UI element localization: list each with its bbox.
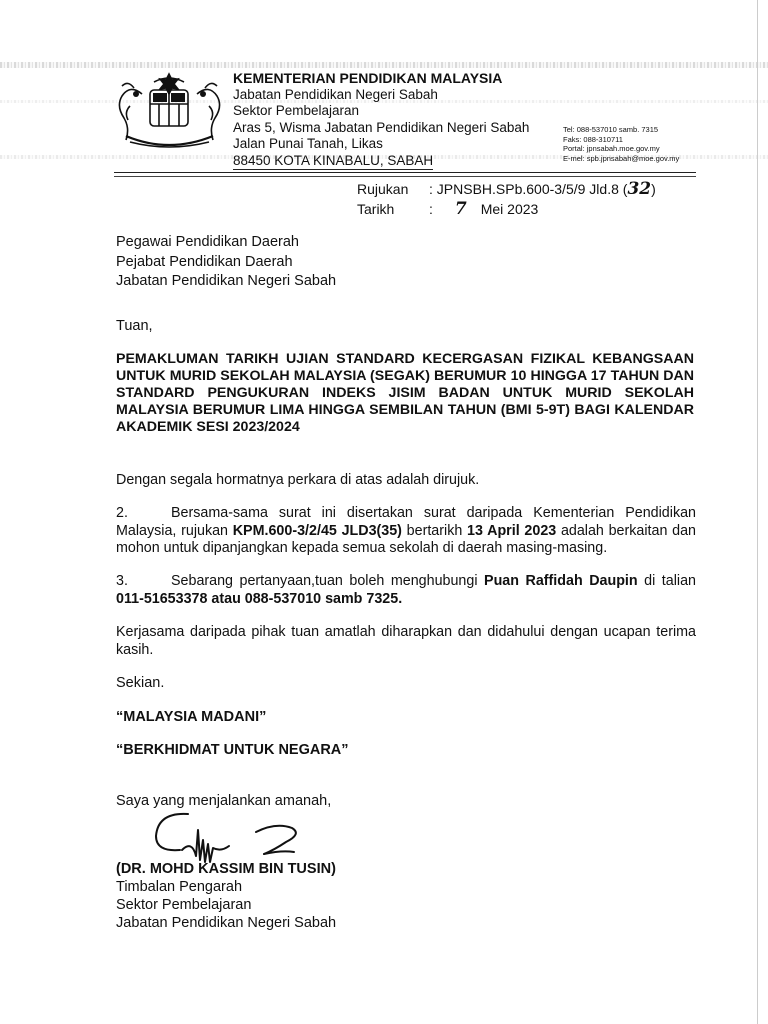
contact-portal: Portal: jpnsabah.moe.gov.my — [563, 144, 660, 153]
salutation: Tuan, — [116, 318, 153, 334]
motto-berkhidmat: “BERKHIDMAT UNTUK NEGARA” — [116, 742, 349, 758]
signer-block — [116, 860, 336, 932]
signer-department: Jabatan Pendidikan Negeri Sabah — [116, 915, 337, 931]
paragraph-3-text: Sebarang pertanyaan,tuan boleh menghubungi — [171, 573, 485, 589]
letterhead — [233, 70, 529, 170]
signer-sector: Sektor Pembelajaran — [116, 897, 252, 913]
paragraph-1: Dengan segala hormatnya perkara di atas adalah dirujuk. — [116, 472, 480, 488]
department-name: Jabatan Pendidikan Negeri Sabah — [233, 86, 438, 102]
sector-name: Sektor Pembelajaran — [233, 103, 360, 118]
ref-handwritten-number: 32 — [627, 179, 652, 199]
trust-line: Saya yang menjalankan amanah, — [116, 793, 332, 809]
contact-email: E-mel: spb.jpnsabah@moe.gov.my — [563, 153, 680, 163]
date-handwritten-day: 7 — [454, 199, 467, 219]
ref-value: : JPNSBH.SPb.600-3/5/9 Jld.8 ( — [429, 181, 628, 197]
scan-edge-line — [757, 0, 758, 1024]
signer-name: (DR. MOHD KASSIM BIN TUSIN) — [116, 861, 336, 877]
paragraph-3 — [116, 573, 696, 608]
address-line-3: 88450 KOTA KINABALU, SABAH — [233, 153, 433, 171]
letter-date: 13 April 2023 — [467, 522, 557, 539]
letter-reference: KPM.600-3/2/45 JLD3(35) — [232, 522, 402, 539]
paragraph-3-number: 3. — [116, 573, 128, 589]
addressee-line-3: Jabatan Pendidikan Negeri Sabah — [116, 273, 337, 289]
contact-block — [563, 125, 679, 163]
paragraph-2 — [116, 505, 696, 558]
contact-phone-numbers: 011-51653378 atau 088-537010 samb 7325. — [116, 590, 403, 607]
closing-word: Sekian. — [116, 675, 165, 691]
ministry-name: KEMENTERIAN PENDIDIKAN MALAYSIA — [233, 70, 503, 86]
addressee-block — [116, 233, 336, 292]
reference-block — [357, 179, 656, 219]
date-label: Tarikh — [357, 201, 395, 217]
scan-artifact-top — [0, 62, 768, 68]
addressee-line-1: Pegawai Pendidikan Daerah — [116, 234, 299, 250]
paragraph-2-text: bertarikh — [401, 522, 468, 539]
addressee-line-2: Pejabat Pendidikan Daerah — [116, 253, 293, 270]
paragraph-2-text: adalah berkaitan dan mohon untuk dipanjangkan kepada semua sekolah di daerah masing-masing. — [116, 522, 696, 556]
contact-person-name: Puan Raffidah Daupin — [484, 573, 638, 589]
date-colon: : — [429, 201, 433, 217]
contact-tel: Tel: 088-537010 samb. 7315 — [563, 125, 659, 134]
paragraph-4: Kerjasama daripada pihak tuan amatlah diharapkan dan didahului dengan ucapan terima kasih. — [116, 624, 696, 658]
address-line-2: Jalan Punai Tanah, Likas — [233, 136, 383, 151]
paragraph-2-text: Bersama-sama surat ini disertakan surat daripada Kementerian Pendidikan Malaysia, rujukan — [116, 505, 696, 539]
paragraph-3-text: di talian — [637, 573, 696, 589]
coat-of-arms-icon — [112, 70, 227, 152]
letterhead-divider — [114, 172, 696, 177]
contact-fax: Faks: 088-310711 — [563, 134, 623, 144]
paragraph-2-number: 2. — [116, 505, 128, 521]
subject-heading: PEMAKLUMAN TARIKH UJIAN STANDARD KECERGASAN FIZIKAL KEBANGSAAN UNTUK MURID SEKOLAH MALAYSIA (SEGAK) BERUMUR 10 HINGGA 17 TAHUN DAN STANDARD PENGUKURAN INDEKS JISIM BADAN UNTUK MURID SEKOLAH MALAYSIA BERUMUR LIMA HINGGA SEMBILAN TAHUN (BMI 5-9T) BAGI KALENDAR AKADEMIK SESI 2023/2024 — [116, 351, 694, 435]
address-line-1: Aras 5, Wisma Jabatan Pendidikan Negeri Sabah — [233, 119, 530, 135]
motto-madani: “MALAYSIA MADANI” — [116, 709, 267, 725]
ref-close: ) — [651, 181, 656, 197]
signer-title: Timbalan Pengarah — [116, 879, 243, 895]
ref-label: Rujukan — [357, 181, 409, 197]
date-value: Mei 2023 — [480, 201, 539, 217]
